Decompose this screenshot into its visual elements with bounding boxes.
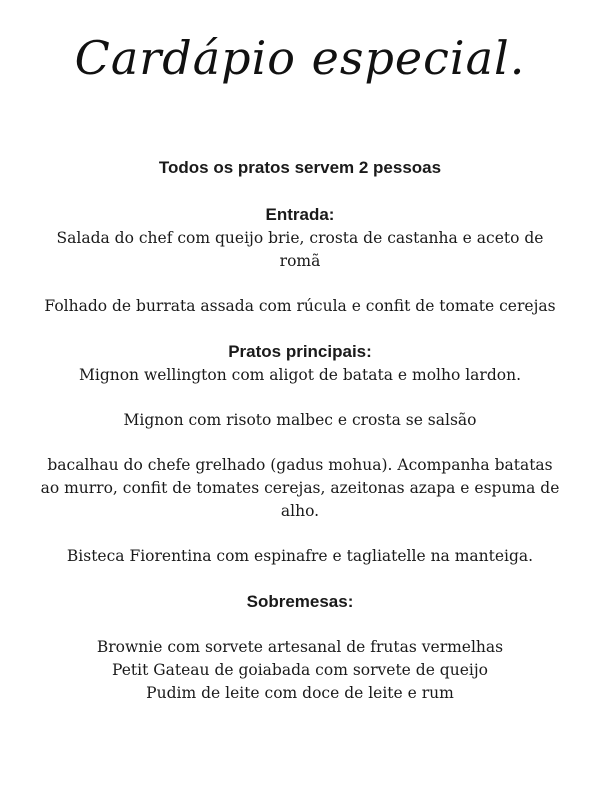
menu-title: Cardápio especial.: [74, 31, 526, 85]
section-entrada: [40, 203, 560, 318]
dessert-list: [40, 636, 560, 705]
dish-item: Folhado de burrata assada com rúcula e confit de tomate cerejas: [44, 297, 556, 315]
dish-item: Bisteca Fiorentina com espinafre e tagliatelle na manteiga.: [66, 547, 534, 565]
section-sobremesas: [40, 590, 560, 705]
section-heading-entrada: Entrada:: [265, 205, 335, 224]
section-heading-sobremesas: Sobremesas:: [246, 592, 354, 611]
section-heading-pratos-principais: Pratos principais:: [228, 342, 372, 361]
section-pratos-principais: [40, 340, 560, 568]
dish-item: Brownie com sorvete artesanal de frutas vermelhas: [96, 638, 504, 656]
dish-item: Pudim de leite com doce de leite e rum: [146, 684, 454, 702]
dish-item: Petit Gateau de goiabada com sorvete de queijo: [112, 661, 488, 679]
menu-subtitle: Todos os pratos servem 2 pessoas: [158, 158, 442, 177]
menu-content: [40, 155, 560, 727]
dish-item: Mignon com risoto malbec e crosta se salsão: [123, 411, 477, 429]
dish-item: Mignon wellington com aligot de batata e molho lardon.: [78, 366, 521, 384]
dish-item: Salada do chef com queijo brie, crosta de castanha e aceto de romã: [56, 229, 544, 270]
dish-item: bacalhau do chefe grelhado (gadus mohua). Acompanha batatas ao murro, confit de tomates cerejas, azeitonas azapa e espuma de alho.: [40, 456, 560, 520]
